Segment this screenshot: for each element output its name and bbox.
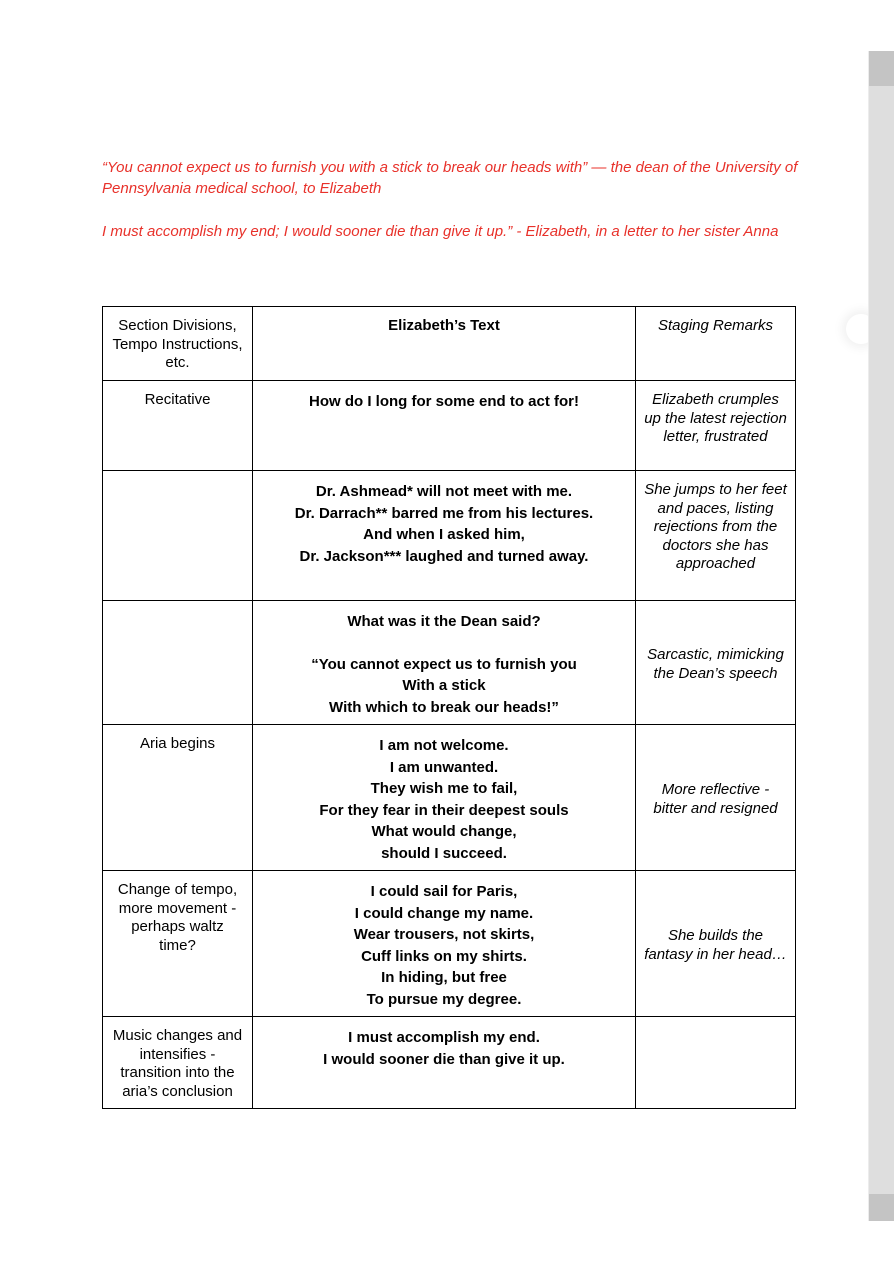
lyric-line: How do I long for some end to act for! bbox=[309, 393, 579, 410]
lyric-line: Cuff links on my shirts. bbox=[361, 947, 527, 965]
lyric-line: They wish me to fail, bbox=[370, 780, 518, 797]
table-row bbox=[103, 725, 796, 871]
lyric-line: For they fear in their deepest souls bbox=[319, 801, 569, 819]
lyric-line: With which to break our heads!” bbox=[329, 698, 559, 716]
staging-cell: More reflective - bitter and resigned bbox=[636, 725, 796, 871]
scrollbar-end-segment[interactable] bbox=[869, 1194, 894, 1221]
table-row bbox=[103, 1017, 796, 1109]
lyric-line: I must accomplish my end. bbox=[348, 1029, 540, 1046]
section-cell: Change of tempo, more movement - perhaps waltz time? bbox=[103, 871, 253, 1017]
table-row bbox=[103, 601, 796, 725]
table-row bbox=[103, 471, 796, 601]
lyrics-cell bbox=[253, 871, 636, 1017]
section-cell bbox=[103, 601, 253, 725]
lyrics-cell bbox=[253, 1017, 636, 1109]
lyric-line: What would change, bbox=[371, 823, 517, 840]
header-section-divisions: Section Divisions, Tempo Instructions, etc. bbox=[103, 307, 253, 381]
lyric-line: To pursue my degree. bbox=[366, 990, 522, 1008]
lyric-line: Dr. Ashmead* will not meet with me. bbox=[315, 483, 573, 500]
vertical-scrollbar[interactable] bbox=[868, 51, 894, 1221]
section-cell: Music changes and intensifies - transition into the aria’s conclusion bbox=[103, 1017, 253, 1109]
lyric-line: With a stick bbox=[402, 677, 486, 694]
lyrics-cell bbox=[253, 725, 636, 871]
scrollbar-thumb[interactable] bbox=[869, 51, 894, 86]
table-row bbox=[103, 381, 796, 471]
lyrics-cell bbox=[253, 471, 636, 601]
lyric-line: Wear trousers, not skirts, bbox=[353, 926, 535, 943]
lyric-line: And when I asked him, bbox=[363, 526, 525, 543]
lyric-line: I would sooner die than give it up. bbox=[323, 1050, 565, 1068]
lyric-line: What was it the Dean said? bbox=[347, 613, 541, 630]
section-cell bbox=[103, 471, 253, 601]
lyric-line: I could change my name. bbox=[354, 904, 534, 922]
staging-cell: Sarcastic, mimicking the Dean’s speech bbox=[636, 601, 796, 725]
section-cell: Recitative bbox=[103, 381, 253, 471]
header-staging-remarks: Staging Remarks bbox=[636, 307, 796, 381]
staging-cell: She builds the fantasy in her head… bbox=[636, 871, 796, 1017]
table-header-row bbox=[103, 307, 796, 381]
libretto-table bbox=[102, 306, 796, 1109]
lyric-line: should I succeed. bbox=[381, 844, 507, 862]
lyric-line: In hiding, but free bbox=[381, 969, 507, 986]
header-elizabeths-text: Elizabeth’s Text bbox=[253, 307, 636, 381]
epigraph-quote-dean: “You cannot expect us to furnish you with a stick to break our heads with” — the dean of the University of Pennsylvania medical school, to Elizabeth bbox=[102, 159, 798, 197]
staging-cell bbox=[636, 1017, 796, 1109]
lyric-line: “You cannot expect us to furnish you bbox=[311, 655, 577, 673]
table-row bbox=[103, 871, 796, 1017]
lyric-line: Dr. Jackson*** laughed and turned away. bbox=[299, 547, 589, 565]
lyric-line: I am unwanted. bbox=[389, 758, 499, 776]
lyrics-cell bbox=[253, 381, 636, 471]
lyric-line: I am not welcome. bbox=[379, 737, 509, 754]
section-cell: Aria begins bbox=[103, 725, 253, 871]
staging-cell: She jumps to her feet and paces, listing rejections from the doctors she has approached bbox=[636, 471, 796, 601]
lyric-line: Dr. Darrach** barred me from his lectures. bbox=[294, 504, 594, 522]
staging-cell: Elizabeth crumples up the latest rejection letter, frustrated bbox=[636, 381, 796, 471]
lyric-line-blank bbox=[261, 633, 627, 654]
lyric-line: I could sail for Paris, bbox=[370, 883, 518, 900]
epigraph-quote-elizabeth: I must accomplish my end; I would sooner die than give it up.” - Elizabeth, in a letter to her sister Anna bbox=[102, 223, 779, 240]
lyrics-cell bbox=[253, 601, 636, 725]
